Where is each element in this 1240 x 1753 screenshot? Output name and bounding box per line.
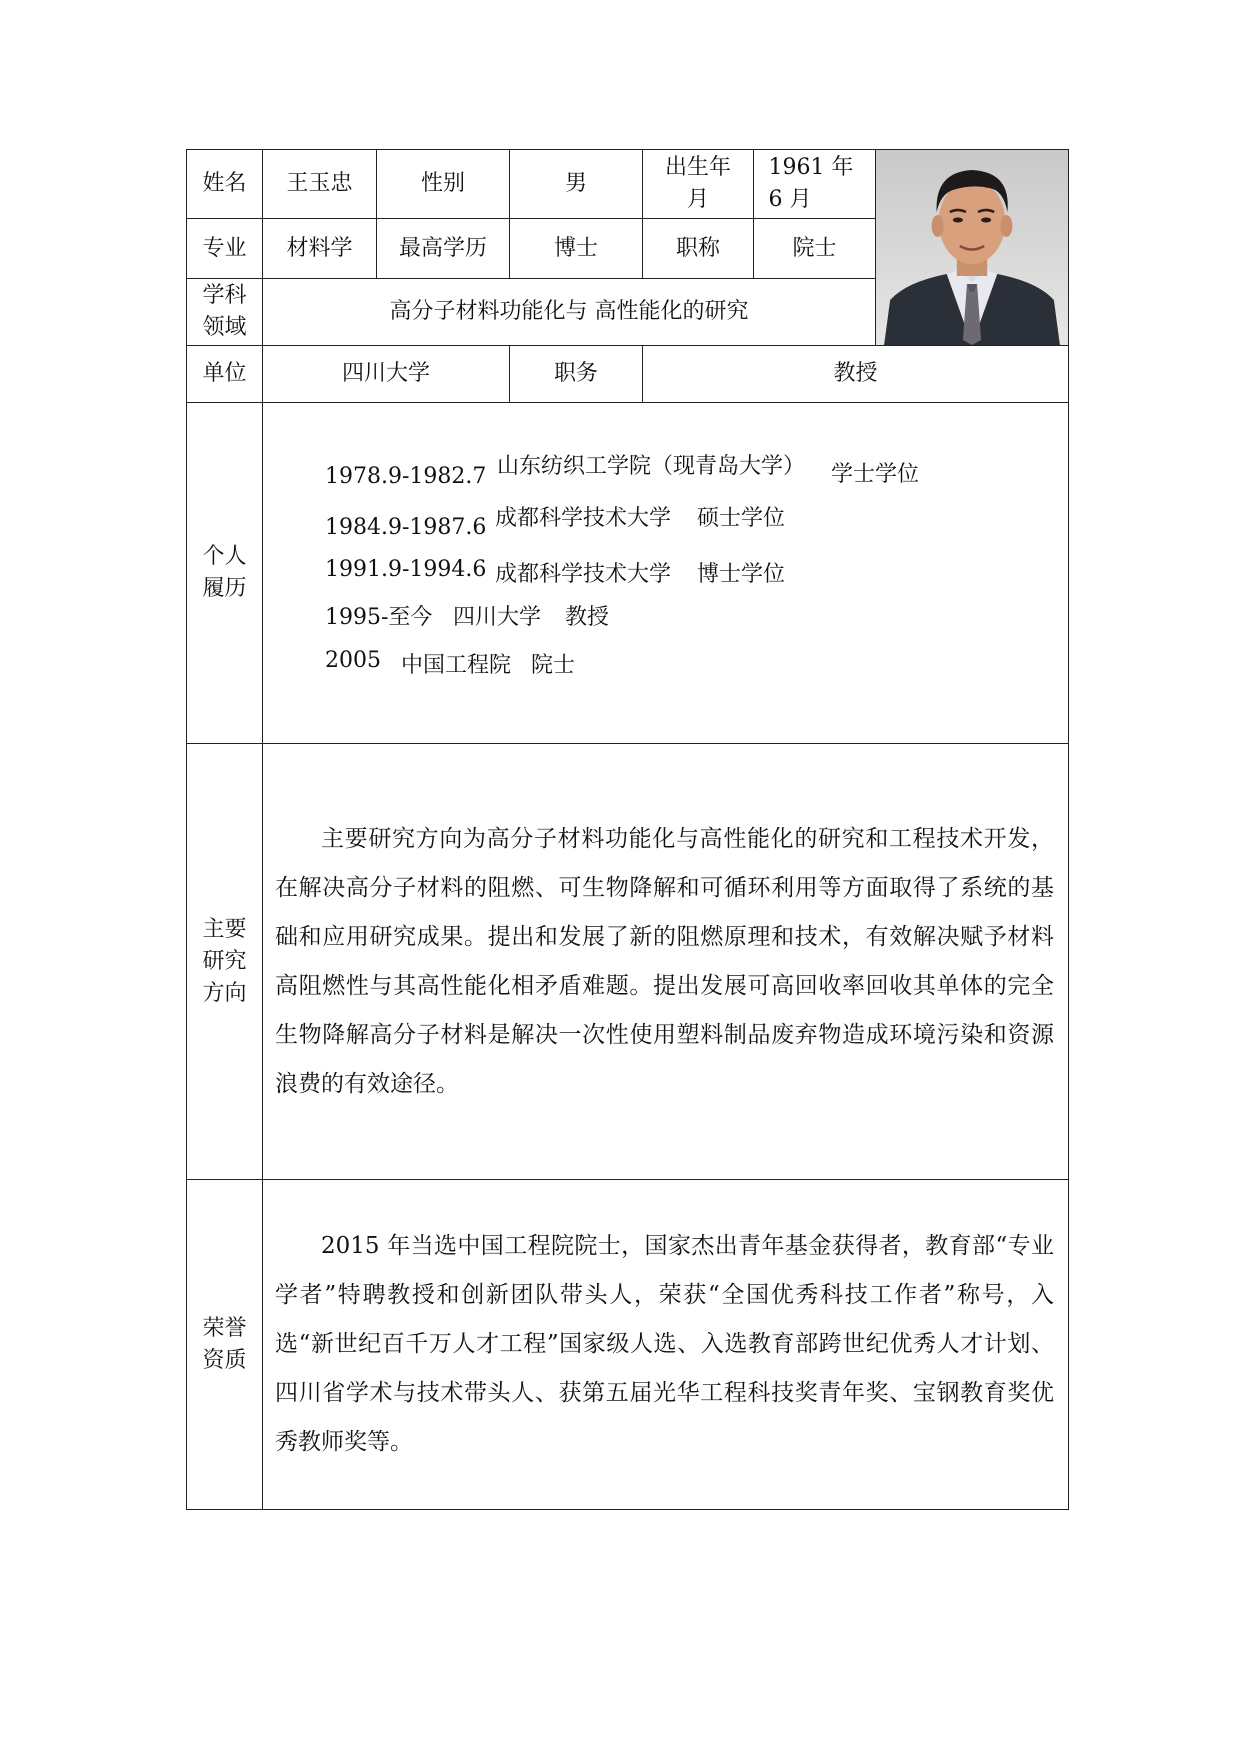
education-value: 博士 [510,219,643,278]
resume-timeline [263,403,1068,742]
resume-cell [263,403,1069,744]
research-label-text: 主要研究方向 [202,916,247,1006]
resume-period: 1984.9-1987.6 [325,515,487,540]
honors-paragraph: 2015 年当选中国工程院院士，国家杰出青年基金获得者，教育部“专业学者”特聘教授和创新团队带头人，荣获“全国优秀科技工作者”称号，入选“新世纪百千万人才工程”国家级人选、入选教育部跨世纪优秀人才计划、四川省学术与技术带头人、获第五届光华工程科技奖青年奖、宝钢教育奖优秀教师奖等。 [275,1233,1054,1455]
research-label [187,744,263,1180]
profile-table [186,149,1069,1510]
title-label: 职称 [643,219,754,278]
gender-label: 性别 [377,150,510,219]
resume-institution: 中国工程院 [401,653,512,678]
profile-form [186,149,1068,1510]
education-label: 最高学历 [377,219,510,278]
field-value: 高分子材料功能化与 高性能化的研究 [263,278,876,345]
name-label: 姓名 [187,150,263,219]
resume-period: 1991.9-1994.6 [325,557,487,582]
resume-label [187,403,263,744]
resume-degree: 博士学位 [697,562,786,587]
title-value: 院士 [754,219,876,278]
birth-label [643,150,754,219]
gender-value: 男 [510,150,643,219]
resume-degree: 硕士学位 [697,506,786,531]
position-label: 职务 [510,346,643,403]
resume-institution: 成都科学技术大学 [495,506,672,531]
name-value: 王玉忠 [263,150,377,219]
unit-value: 四川大学 [263,346,510,403]
position-value: 教授 [643,346,1069,403]
field-label-text: 学科领域 [202,282,247,340]
resume-degree: 学士学位 [831,462,920,487]
field-label [187,278,263,345]
research-paragraph: 主要研究方向为高分子材料功能化与高性能化的研究和工程技术开发，在解决高分子材料的阻燃、可生物降解和可循环利用等方面取得了系统的基础和应用研究成果。提出和发展了新的阻燃原理和技术，有效解决赋予材料高阻燃性与其高性能化相矛盾难题。提出发展可高回收率回收其单体的完全生物降解高分子材料是解决一次性使用塑料制品废弃物造成环境污染和资源浪费的有效途径。 [275,825,1054,1097]
major-label: 专业 [187,219,263,278]
research-cell [263,744,1069,1180]
resume-period: 1978.9-1982.7 [325,464,487,489]
resume-label-text: 个人履历 [202,544,247,601]
birth-label-text: 出生年月 [664,155,731,213]
unit-label: 单位 [187,346,263,403]
resume-institution: 四川大学 [453,605,542,630]
honors-cell [263,1180,1069,1510]
birth-value [754,150,876,219]
resume-institution: 山东纺织工学院（现青岛大学） [497,454,806,479]
resume-period: 1995-至今 [325,605,433,630]
honors-label-text: 荣誉资质 [202,1315,247,1373]
honors-label [187,1180,263,1510]
resume-period: 2005 [325,648,381,673]
portrait-photo [876,150,1068,345]
resume-degree: 教授 [565,605,610,630]
birth-value-text: 1961 年 6 月 [768,155,854,213]
resume-institution: 成都科学技术大学 [495,562,672,587]
photo-cell [876,150,1069,346]
major-value: 材料学 [263,219,377,278]
resume-degree: 院士 [531,653,576,678]
